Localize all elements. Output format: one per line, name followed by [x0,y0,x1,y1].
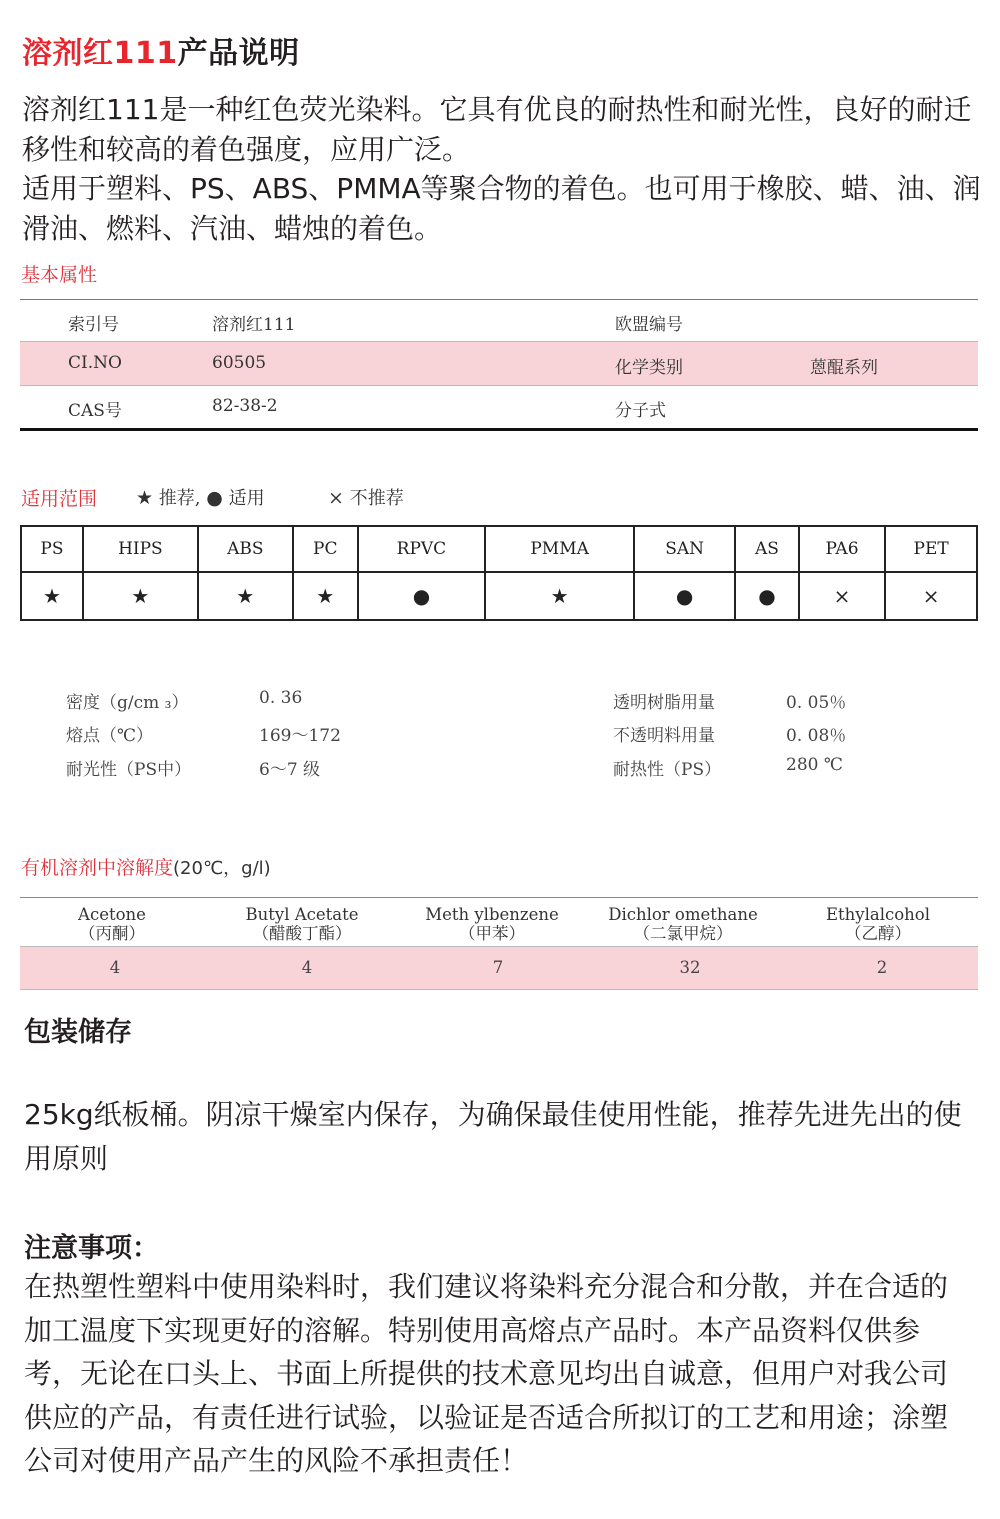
notes-heading: 注意事项： [24,1233,159,1264]
symbol-cell: ● [358,572,485,620]
header-cell: RPVC [358,526,485,572]
symbol-cell: ● [634,572,735,620]
solvent-name [588,905,778,943]
header-cell: PA6 [799,526,885,572]
solubility-value: 7 [492,958,504,977]
prop-value: 0. 08％ [786,726,847,746]
solubility-value: 4 [301,958,313,977]
header-cell: ABS [198,526,293,572]
basic-cell: 溶剂红111 [212,315,296,335]
basic-cell: 60505 [212,353,267,373]
prop-label: 熔点（℃） [66,726,154,746]
header-cell: AS [735,526,799,572]
header-cell: PMMA [485,526,634,572]
prop-label: 耐热性（PS） [613,760,722,780]
header-cell: PC [293,526,358,572]
basic-cell: CI.NO [68,353,122,373]
prop-value: 0. 36 [259,688,303,708]
prop-label: 密度（g/cm ₃） [66,693,189,713]
basic-cell: 分子式 [615,401,666,421]
application-label: 适用范围 [21,488,98,510]
dot-icon: ● [206,487,223,509]
packaging-heading: 包装储存 [24,1017,132,1048]
solvent-name-en: Dichlor omethane [608,905,758,924]
basic-row-divider [20,385,978,386]
solvent-name-en: Butyl Acetate [245,905,359,924]
basic-top-rule [20,299,978,300]
prop-label: 不透明料用量 [613,726,715,746]
prop-label: 透明树脂用量 [613,693,715,713]
symbol-cell: ★ [21,572,83,620]
symbol-cell: × [799,572,885,620]
header-cell: PS [21,526,83,572]
solvent-name-cn: （二氯甲烷） [633,924,733,943]
basic-cell: 欧盟编号 [615,315,683,335]
solvent-name-en: Ethylalcohol [825,905,931,924]
title-product-name: 溶剂红111 [22,36,178,71]
legend-recommended: 推荐, [158,488,201,509]
packaging-text: 25kg纸板桶。阴凉干燥室内保存，为确保最佳使用性能，推荐先进先出的使用原则 [24,1098,962,1175]
solvent-name [397,905,587,943]
intro-paragraph-2: 适用于塑料、PS、ABS、PMMA等聚合物的着色。也可用于橡胶、蜡、油、润滑油、燃料、汽油、蜡烛的着色。 [22,172,981,245]
notes-text: 在热塑性塑料中使用染料时，我们建议将染料充分混合和分散，并在合适的加工温度下实现更好的溶解。特别使用高熔点产品时。本产品资料仅供参考，无论在口头上、书面上所提供的技术意见均出自诚意，但用户对我公司供应的产品，有责任进行试验，以验证是否适合所拟订的工艺和用途；涂塑公司对使用产品产生的风险不承担责任！ [24,1270,949,1477]
basic-properties-label: 基本属性 [21,264,98,286]
symbol-cell: ★ [485,572,634,620]
legend-applicable: 适用 [228,488,265,509]
prop-value: 0. 05％ [786,693,847,713]
title-suffix: 产品说明 [177,36,300,71]
solvent-name [207,905,397,943]
solvent-name-cn: （丙酮） [79,924,145,943]
cross-icon: × [328,487,344,509]
solubility-conditions: (20℃，g/l) [173,858,271,879]
intro-paragraph-1: 溶剂红111是一种红色荧光染料。它具有优良的耐热性和耐光性，良好的耐迁移性和较高的着色强度，应用广泛。 [22,93,972,166]
application-legend [136,484,404,510]
solvent-name-cn: （甲苯） [459,924,525,943]
header-cell: HIPS [83,526,198,572]
basic-cell: 蒽醌系列 [810,358,878,378]
solvent-name [783,905,973,943]
symbol-cell: ★ [198,572,293,620]
basic-cell: 索引号 [68,315,119,335]
application-symbol-row [21,572,977,620]
header-cell: PET [885,526,977,572]
symbol-cell: × [885,572,977,620]
solubility-value: 32 [679,958,701,977]
solubility-top-rule [20,897,978,898]
symbol-cell: ★ [293,572,358,620]
prop-value: 6～7 级 [259,760,321,780]
prop-value: 280 ℃ [786,755,843,775]
basic-bottom-rule [20,428,978,431]
solubility-label [21,853,271,880]
star-icon: ★ [136,487,154,509]
solvent-name-en: Meth ylbenzene [425,905,559,924]
application-table [20,525,978,621]
application-header-row [21,526,977,572]
solvent-name-en: Acetone [78,905,146,924]
solubility-value: 4 [109,958,121,977]
basic-cell: 化学类别 [615,358,683,378]
solubility-value: 2 [876,958,888,977]
prop-label: 耐光性（PS中） [66,760,192,780]
prop-value: 169～172 [259,726,341,746]
page-title [22,28,300,72]
solvent-name-cn: （乙醇） [845,924,911,943]
solvent-name-cn: （醋酸丁酯） [252,924,352,943]
solvent-name [17,905,207,943]
basic-cell: CAS号 [68,401,122,421]
intro-text [22,90,987,248]
basic-cell: 82-38-2 [212,396,278,416]
solubility-title: 有机溶剂中溶解度 [21,857,174,879]
symbol-cell: ● [735,572,799,620]
symbol-cell: ★ [83,572,198,620]
legend-not-recommended: 不推荐 [349,488,404,509]
header-cell: SAN [634,526,735,572]
